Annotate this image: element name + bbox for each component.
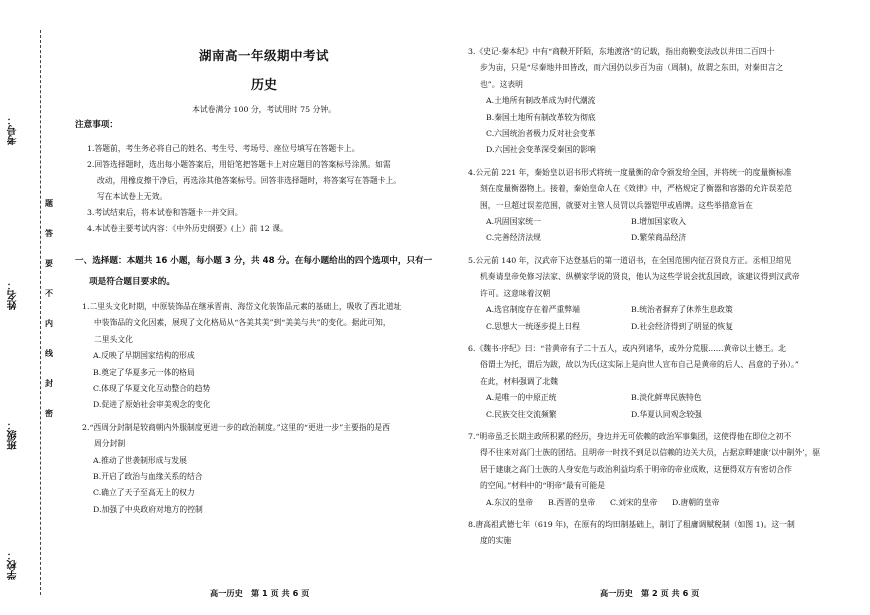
stem-line: 2.“西周分封制是较商朝内外服制度更进一步的政治制度。”这里的“更进一步”主要指的是西 — [82, 422, 390, 432]
option-d[interactable]: D.促进了原始社会审美观念的变化 — [93, 400, 211, 410]
option-b[interactable]: B.秦国土地所有制改革较为彻底 — [486, 112, 596, 122]
name-label: 姓名： — [8, 280, 19, 310]
option-a[interactable]: A.土地所有制改革成为时代潮流 — [486, 96, 596, 106]
notice-item: 2.回答选择题时，选出每小题答案后，用铅笔把答题卡上对应题目的答案标号涂黑。如需 — [87, 159, 391, 169]
stem-line: 许可。这意味着汉朝 — [480, 288, 551, 298]
school-label: 学校： — [8, 550, 19, 580]
question-2 — [75, 420, 453, 518]
stem-line: 中装饰品的文化因素，展现了文化格局从“各美其美”到“美美与共”的变化。据此可知， — [94, 318, 391, 328]
stem-line: 的空间。”材料中的“明帝”最有可能是 — [480, 481, 606, 491]
option-a[interactable]: A.反映了早期国家结构的形成 — [93, 351, 195, 361]
notice-item: 1.答题前，考生务必将自己的姓名、考生号、考场号、座位号填写在答题卡上。 — [87, 143, 360, 153]
option-c[interactable]: C.民族交往交流频繁 — [486, 409, 557, 419]
stem-line: 5.公元前 140 年，汉武帝下达登基后的第一道诏书，在全国范围内征召贤良方正。丞相卫绾见 — [468, 255, 792, 265]
question-3 — [468, 44, 853, 159]
option-b[interactable]: B.增加国家收入 — [631, 217, 686, 227]
seal-char: 封 — [45, 379, 53, 388]
seal-char: 题 — [45, 199, 53, 208]
subject-title: 历史 — [250, 77, 277, 93]
binding-line — [40, 30, 41, 595]
stem-line: 7.“明帝虽乏长期主政所积累的经历，身边并无可依赖的政治军事集团，这使得他在即位之初不 — [468, 431, 792, 441]
option-b[interactable]: B.统治者摒弃了休养生息政策 — [631, 305, 733, 315]
school-field — [6, 550, 21, 580]
question-1 — [75, 299, 453, 414]
seal-char: 密 — [45, 409, 53, 418]
question-stem — [75, 299, 453, 348]
option-c[interactable]: C.六国统治者极力反对社会变革 — [486, 129, 596, 139]
question-6 — [468, 341, 853, 423]
stem-line: 得不往来对高门士族的团结。且明帝一时找不到足以信赖的边关大员，占据京畔建康‘以中制外’，驱 — [480, 448, 821, 458]
seal-char: 线 — [45, 349, 53, 358]
option-b[interactable]: B.淡化鲜卑民族特色 — [631, 393, 702, 403]
score-line: 本试卷满分 100 分，考试用时 75 分钟。 — [192, 104, 336, 114]
stem-line: 围，一旦超过误差范围，就要对主管人员罚以兵器铠甲或盾牌。这些举措意旨在 — [480, 200, 753, 210]
section-heading-line: 项是符合题目要求的。 — [89, 276, 175, 287]
page-footer-left: 高一历史 第 1 页 共 6 页 — [210, 588, 310, 598]
page-left-column — [75, 30, 453, 518]
stem-line: 8.唐高祖武德七年（619 年)，在原有的均田制基础上，制订了租庸调赋税制（如图 1)。这一制 — [468, 519, 795, 529]
stem-line: 步为亩，只是“尽秦地井田皆改，而六国仍以步百为亩（周制)，故谓之东田，对秦田言之 — [480, 63, 784, 73]
section-heading — [75, 251, 453, 293]
question-8 — [468, 517, 853, 550]
option-a[interactable]: A.巩固国家统一 — [486, 217, 541, 227]
option-c[interactable]: C.刘宋的皇帝 — [610, 497, 658, 507]
question-4 — [468, 165, 853, 247]
notice-item: 写在本试卷上无效。 — [97, 191, 168, 201]
stem-line: 二里头文化 — [94, 334, 133, 344]
option-d[interactable]: D.华夏认同观念较强 — [631, 409, 702, 419]
notice-item: 3.考试结束后，将本试卷和答题卡一并交回。 — [87, 207, 243, 217]
question-5 — [468, 253, 853, 335]
question-7 — [468, 429, 853, 511]
notice-list — [75, 141, 453, 237]
notice-item: 改动，用橡皮擦干净后，再选涂其他答案标号。回答非选择题时，将答案写在答题卡上。 — [97, 175, 402, 185]
binding-margin — [0, 0, 58, 615]
stem-line: 居于建康之高门士族的人身安危与政治利益均系于明帝的帝业成败，这便得双方有密切合作 — [480, 464, 792, 474]
seal-char: 内 — [45, 319, 53, 328]
stem-line: 3.《史记·秦本纪》中有“商鞅开阡陌，东地渡洛”的记载，指出商鞅变法改以井田二百四十 — [468, 47, 775, 56]
stem-line: 俗谓土为托，谓后为跋，故以为氏(这实际上是向世人宣布自己是黄帝的后人、昌意的子孙）。” — [480, 360, 799, 370]
option-d[interactable]: D.六国社会变革深受秦国的影响 — [486, 145, 596, 155]
page-right-column — [468, 30, 853, 550]
class-field — [6, 420, 21, 450]
stem-line: 刻在度量衡器物上。接着，秦始皇命人在《效律》中，严格规定了衡器和容器的允许误差范 — [480, 184, 792, 194]
stem-line: 也”。这表明 — [480, 79, 523, 89]
stem-line: 4.公元前 221 年，秦始皇以诏书形式将统一度量衡的命令颁发给全国，并将统一的度量衡标准 — [468, 167, 792, 177]
exam-title: 湖南高一年级期中考试 — [198, 48, 329, 63]
option-a[interactable]: A.东汉的皇帝 — [486, 497, 534, 507]
option-d[interactable]: D.繁荣商品经济 — [631, 233, 687, 243]
option-d[interactable]: D.唐朝的皇帝 — [672, 497, 720, 507]
seal-char: 答 — [45, 229, 53, 238]
stem-line: 周分封制 — [94, 439, 126, 449]
option-a[interactable]: A.推动了世袭制形成与发展 — [93, 455, 187, 465]
stem-line: 在此，材料强调了北魏 — [480, 376, 558, 386]
seal-char: 要 — [45, 259, 53, 268]
stem-line: 6.《魏书·序纪》曰：“昔黄帝有子二十五人，或内列诸华，或外分荒服……黄帝以土德王。北 — [468, 343, 786, 353]
option-d[interactable]: D.社会经济得到了明显的恢复 — [631, 321, 734, 331]
notice-heading: 注意事项： — [75, 120, 118, 131]
option-a[interactable]: A.是唯一的中原正统 — [486, 393, 557, 403]
stem-line: 机奏请皇帝免修习法家、纵横家学说的贤良，他认为这些学说会扰乱国政，该建议得到汉武帝 — [480, 272, 800, 282]
stem-line: 度的实施 — [480, 536, 512, 546]
section-heading-line: 一、选择题：本题共 16 小题，每小题 3 分，共 48 分。在每小题给出的四个选项中，只有一 — [75, 255, 433, 266]
stem-line: 1.二里头文化时期，中原装饰品在继承晋南、海岱文化装饰品元素的基础上，吸收了西北道址 — [82, 301, 402, 311]
class-label: 班级： — [8, 420, 19, 450]
question-stem — [75, 420, 453, 453]
option-c[interactable]: C.完善经济法规 — [486, 233, 541, 243]
option-b[interactable]: B.奠定了华夏多元一体的格局 — [93, 367, 195, 377]
exam-number-label: 考号： — [8, 115, 19, 145]
notice-item: 4.本试卷主要考试内容：《中外历史纲要》(上）前 12 课。 — [87, 223, 288, 233]
option-b[interactable]: B.开启了政治与血缘关系的结合 — [93, 471, 203, 481]
name-field — [6, 280, 21, 310]
option-c[interactable]: C.思想大一统逐步提上日程 — [486, 321, 580, 331]
option-a[interactable]: A.选官制度存在着严重弊端 — [486, 305, 580, 315]
exam-number-field — [6, 115, 21, 145]
seal-char: 不 — [45, 289, 53, 298]
option-c[interactable]: C.体现了华夏文化互动整合的趋势 — [93, 383, 211, 393]
option-b[interactable]: B.西晋的皇帝 — [548, 497, 596, 507]
option-d[interactable]: D.加强了中央政府对地方的控制 — [93, 504, 203, 514]
option-c[interactable]: C.确立了天子至高无上的权力 — [93, 488, 195, 498]
page-footer-right: 高一历史 第 2 页 共 6 页 — [600, 588, 700, 598]
